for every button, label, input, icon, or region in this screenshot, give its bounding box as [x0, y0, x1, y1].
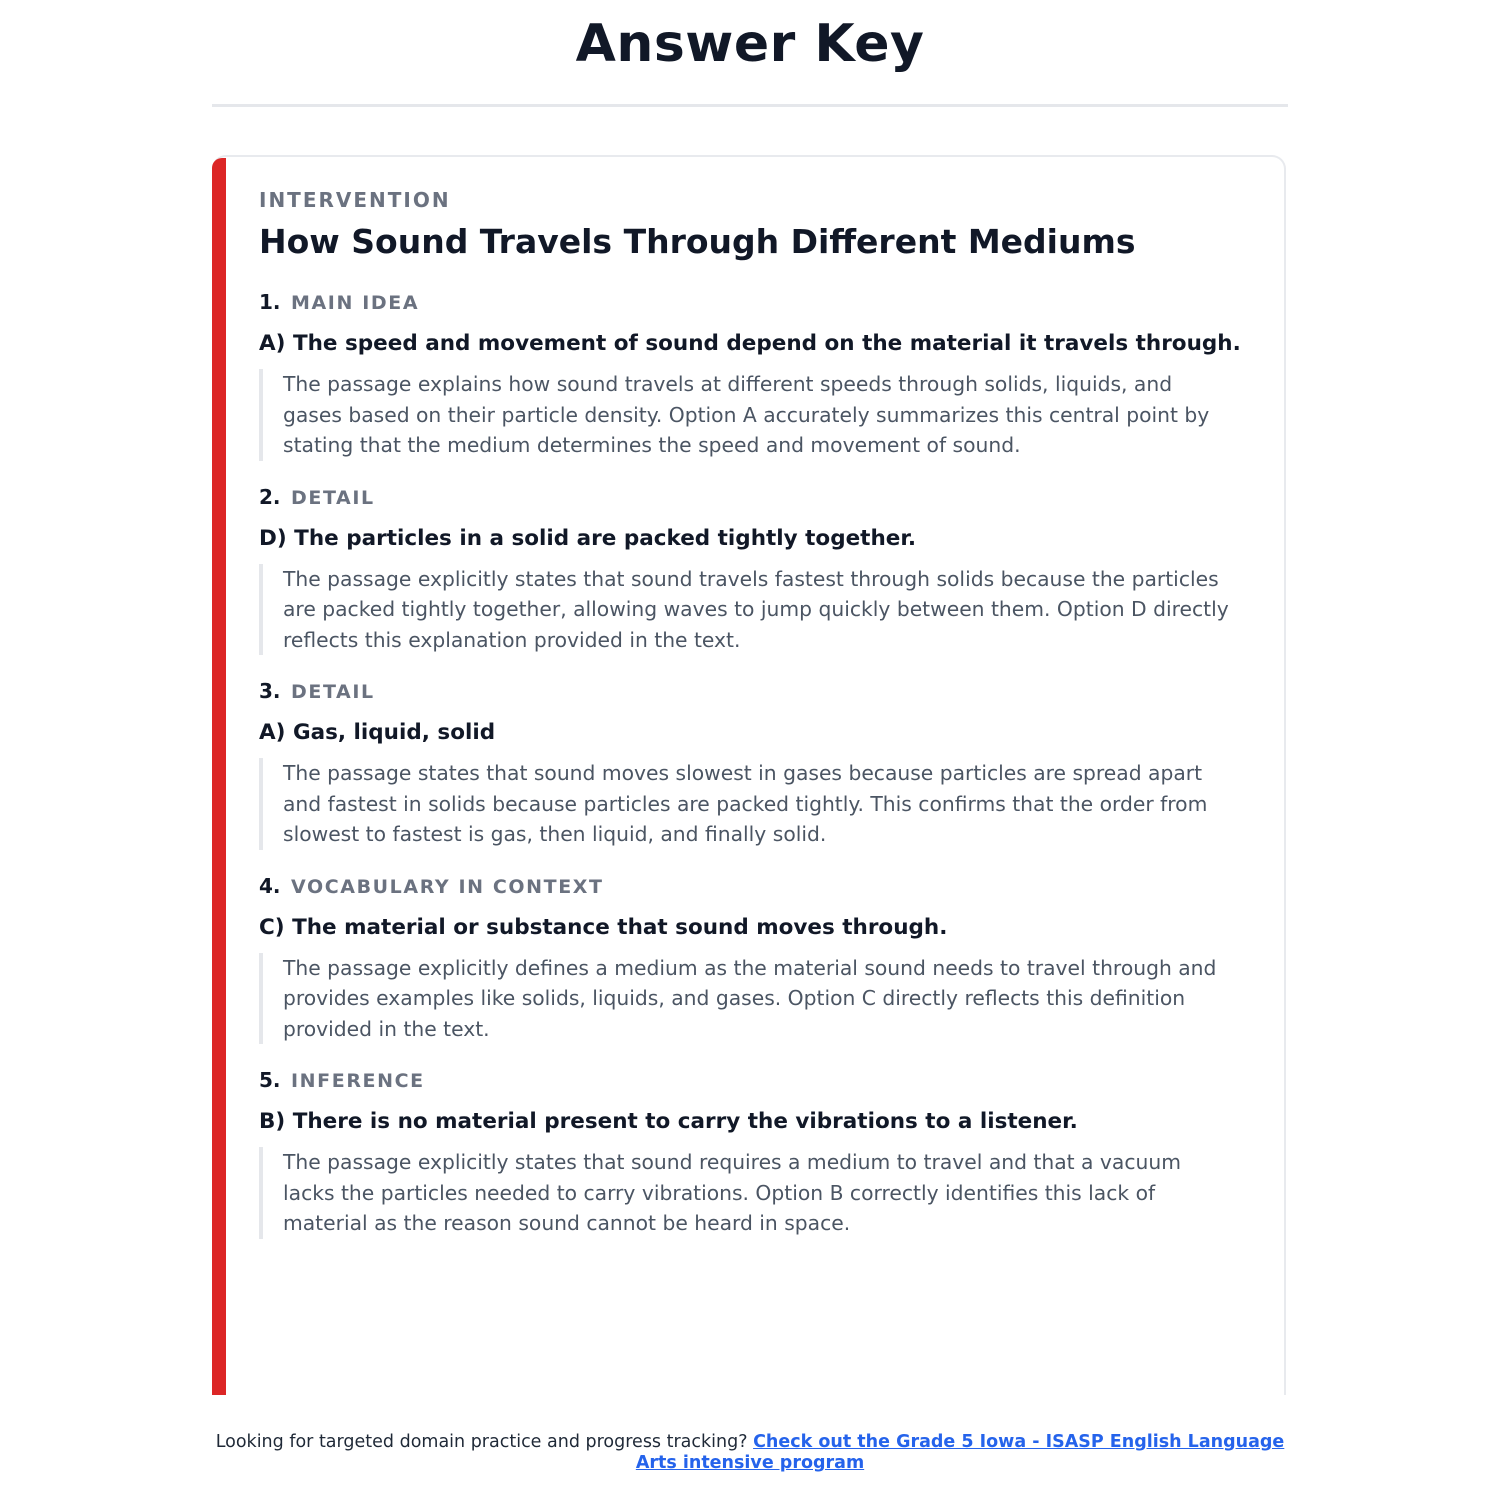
correct-answer: A) The speed and movement of sound depend on the material it travels through. [259, 331, 1241, 356]
correct-answer: D) The particles in a solid are packed tightly together. [259, 525, 917, 551]
card-content [259, 186, 1259, 1239]
question-type: MAIN IDEA [291, 292, 420, 314]
question-header [259, 874, 1259, 902]
question-item [259, 679, 1259, 850]
answer-explanation: The passage explicitly states that sound requires a medium to travel and that a vacuum lacks the particles needed to carry vibrations. Option B correctly identifies this lack of material as the reason sound cannot be heard in space. [259, 1147, 1234, 1239]
correct-answer: B) There is no material present to carry the vibrations to a listener. [259, 1109, 1078, 1134]
question-item [259, 1068, 1259, 1239]
answer-explanation: The passage explicitly states that sound travels fastest through solids because the particles are packed tightly together, allowing waves to jump quickly between them. Option D directly reflects this explanation provided in the text. [259, 564, 1234, 656]
question-number: 1. [259, 290, 281, 314]
question-item [259, 874, 1259, 1045]
footer-text: Looking for targeted domain practice and progress tracking? [215, 1432, 748, 1452]
answer-explanation: The passage explains how sound travels at different speeds through solids, liquids, and gases based on their particle density. Option A accurately summarizes this central point by stating that the medium determines the speed and movement of sound. [259, 369, 1234, 461]
question-type: DETAIL [291, 486, 375, 509]
question-type: VOCABULARY IN CONTEXT [291, 875, 604, 898]
question-number: 3. [259, 679, 281, 703]
question-number: 4. [259, 873, 281, 898]
question-header [259, 485, 1259, 513]
question-number: 2. [259, 484, 281, 509]
passage-title: How Sound Travels Through Different Mediums [259, 222, 1136, 261]
page-title: Answer Key [575, 14, 925, 74]
footer-promo [200, 1432, 1300, 1474]
question-type: INFERENCE [291, 1070, 425, 1092]
correct-answer: A) Gas, liquid, solid [259, 720, 496, 745]
program-link[interactable]: Check out the Grade 5 Iowa - ISASP English Language Arts intensive program [635, 1432, 1285, 1473]
question-type: DETAIL [291, 681, 375, 703]
answer-explanation: The passage states that sound moves slowest in gases because particles are spread apart and fastest in solids because particles are packed tightly. This confirms that the order from slowest to fastest is gas, then liquid, and finally solid. [259, 758, 1234, 850]
question-header [259, 1068, 1259, 1096]
question-header [259, 679, 1259, 707]
answer-explanation: The passage explicitly defines a medium as the material sound needs to travel through and provides examples like solids, liquids, and gases. Option C directly reflects this definition provided in the text. [259, 953, 1234, 1045]
question-header [259, 290, 1259, 318]
card-accent-bar [212, 158, 226, 1395]
question-number: 5. [259, 1068, 281, 1092]
correct-answer: C) The material or substance that sound moves through. [259, 914, 948, 940]
question-item [259, 485, 1259, 656]
question-item [259, 290, 1259, 461]
card-tag: INTERVENTION [259, 188, 451, 212]
title-divider [212, 104, 1288, 107]
